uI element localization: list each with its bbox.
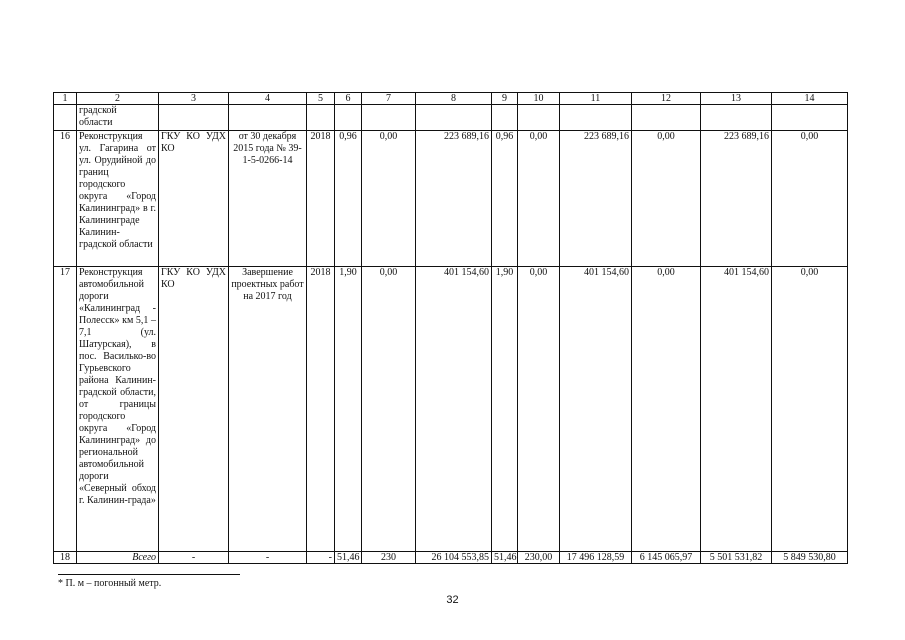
year-cell: 2018 <box>307 267 335 552</box>
value-cell: 0,00 <box>518 131 560 267</box>
value-cell: 0,00 <box>632 267 701 552</box>
object-name-cell: Реконструкция автомобильной дороги «Калининград - Полесск» км 5,1 – 7,1 (ул. Шатурская), в пос. Василько-во Гурьевского района Калинин-градской области, от границы городского округа «Город Калининград» до региональной автомобильной дороги «Северный обход г. Калинин-града» <box>77 267 159 552</box>
value-cell: 1,90 <box>335 267 362 552</box>
value-cell: 26 104 553,85 <box>416 552 492 564</box>
continuation-row <box>54 105 848 131</box>
value-cell: 17 496 128,59 <box>560 552 632 564</box>
page-number: 32 <box>446 594 459 606</box>
value-cell: 1,90 <box>492 267 518 552</box>
value-cell: 230,00 <box>518 552 560 564</box>
value-cell: 401 154,60 <box>701 267 772 552</box>
column-number: 1 <box>54 93 77 105</box>
customer-cell: ГКУ КО УДХ КО <box>159 131 229 267</box>
value-cell: 0,96 <box>492 131 518 267</box>
value-cell: 223 689,16 <box>560 131 632 267</box>
column-number-row <box>54 93 848 105</box>
column-number: 11 <box>560 93 632 105</box>
total-row <box>54 552 848 564</box>
column-number: 6 <box>335 93 362 105</box>
column-number: 8 <box>416 93 492 105</box>
value-cell: 0,96 <box>335 131 362 267</box>
value-cell: 5 501 531,82 <box>701 552 772 564</box>
value-cell: - <box>229 552 307 564</box>
column-number: 3 <box>159 93 229 105</box>
column-number: 7 <box>362 93 416 105</box>
object-name-cell: Реконструкция ул. Гагарина от ул. Орудийной до границ городского округа «Город Калининград» в г. Калининграде Калинин-градской области <box>77 131 159 267</box>
continuation-name-cell: градской области <box>77 105 159 131</box>
column-number: 10 <box>518 93 560 105</box>
column-number: 13 <box>701 93 772 105</box>
value-cell: - <box>307 552 335 564</box>
column-number: 9 <box>492 93 518 105</box>
value-cell: 401 154,60 <box>416 267 492 552</box>
column-number: 4 <box>229 93 307 105</box>
row-number-cell: 17 <box>54 267 77 552</box>
value-cell: 223 689,16 <box>416 131 492 267</box>
column-number: 5 <box>307 93 335 105</box>
footnote: * П. м – погонный метр. <box>58 578 162 589</box>
year-cell: 2018 <box>307 131 335 267</box>
value-cell: 0,00 <box>362 131 416 267</box>
column-number: 2 <box>77 93 159 105</box>
row-number-cell: 16 <box>54 131 77 267</box>
footnote-separator <box>58 574 240 575</box>
value-cell: 0,00 <box>518 267 560 552</box>
value-cell: 0,00 <box>772 131 848 267</box>
object-table <box>53 92 848 564</box>
table-row <box>54 267 848 552</box>
value-cell: 0,00 <box>632 131 701 267</box>
row-number-cell: 18 <box>54 552 77 564</box>
value-cell: - <box>159 552 229 564</box>
value-cell: 5 849 530,80 <box>772 552 848 564</box>
column-number: 12 <box>632 93 701 105</box>
value-cell: 401 154,60 <box>560 267 632 552</box>
total-label: Всего <box>77 552 159 564</box>
value-cell: 0,00 <box>772 267 848 552</box>
value-cell: 230 <box>362 552 416 564</box>
column-number: 14 <box>772 93 848 105</box>
value-cell: 51,46 <box>492 552 518 564</box>
value-cell: 6 145 065,97 <box>632 552 701 564</box>
value-cell: 0,00 <box>362 267 416 552</box>
document-cell: от 30 декабря 2015 года № 39-1-5-0266-14 <box>229 131 307 267</box>
document-cell: Завершение проектных работ на 2017 год <box>229 267 307 552</box>
value-cell: 223 689,16 <box>701 131 772 267</box>
customer-cell: ГКУ КО УДХ КО <box>159 267 229 552</box>
table-row <box>54 131 848 267</box>
value-cell: 51,46 <box>335 552 362 564</box>
